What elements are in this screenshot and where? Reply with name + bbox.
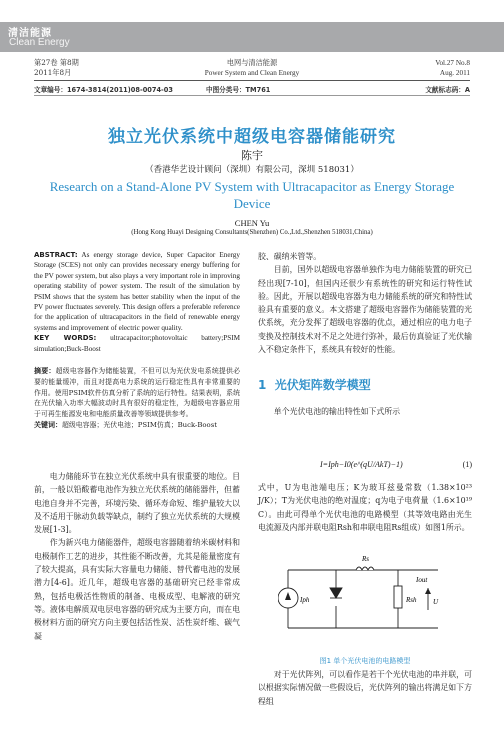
abstract-cn [34,366,240,431]
pv-cell-circuit-diagram [278,548,452,648]
equation-number: (1) [462,460,472,469]
equation-formula: I=Iph−I0(e^(qU/AkT)−1) [320,460,403,469]
body-right-eqdesc [258,481,472,534]
abstract-cn-label: 摘要： [34,367,56,375]
vol-no: Vol.27 No.8 [435,59,470,67]
label-rs: Rs [362,555,369,563]
section-title: 光伏矩阵数学模型 [274,378,371,392]
body-paragraph: 对于光伏阵列，可以看作是若干个光伏电池的串并联，可以根据实际情况做一些假设后，光伏阵列的输出将满足如下方程组 [258,670,472,706]
keywords-cn-text: 超级电容器；光伏电池；PSIM仿真；Buck-Boost [62,420,218,429]
journal-en: Power System and Clean Energy [204,69,300,77]
header-mid [0,58,504,78]
section-number: 1 [258,378,267,392]
date-en: Aug. 2011 [439,69,470,77]
label-rsh: Rsh [406,596,417,604]
keywords-en-text: ultracapacitor;photovoltaic battery;PSIM simulation;Buck-Boost [34,334,240,353]
body-right-bottom [258,668,472,708]
voltage-arrow-icon [425,588,431,594]
banner-cn-label: 清洁能源 [8,28,52,39]
date-cn: 2011年8月 [34,68,72,77]
abstract-en-label: ABSTRACT: [34,251,78,259]
equation-1 [258,458,472,472]
paper-title-en: Research on a Stand-Alone PV System with Ultracapacitor as Energy Storage Device [49,179,455,211]
keywords-en-label: KEY WORDS: [34,334,97,343]
body-paragraph: 电力储能环节在独立光伏系统中具有很重要的地位。目前，一般以铅酸蓄电池作为独立光伏系统的储能器件，但蓄电池自身并不完善，环境污染、循环寿命短、维护量较大以及不适用于脉动负载等缺点，制约了独立光伏系统的大规模发展[1-3]。 [34,472,240,535]
body-paragraph: 单个光伏电池的输出特性如下式所示 [273,407,401,416]
body-left [34,470,240,643]
body-paragraph: 目前，国外以超级电容器单独作为电力储能装置的研究已经出现[7-10]，但国内还很少有系统性的研究和运行特性试验。因此，开展以超级电容器为电力储能系统的研究和特性试验具有重要的意义。本文搭建了超级电容器作为储能装置的光伏系统，充分发挥了超级电容器的优点，通过相应的电力电子变换及控制技术对不足之处进行弥补，最后仿真验证了光伏输入不稳定条件下，系统具有较好的性能。 [258,265,472,355]
banner-en-label: Clean Energy [9,37,70,48]
meta-rule [34,95,470,96]
header-rule [34,80,470,81]
clc-number: 中图分类号：TM761 [206,86,271,94]
label-u: U [433,598,439,606]
author-cn: 陈宇 [241,149,263,162]
body-right-top [258,250,472,356]
section-heading [258,376,371,393]
abstract-en [34,250,240,354]
document-code: 文献标志码：A [425,86,470,94]
abstract-cn-text: 超级电容器作为储能装置，不但可以为光伏发电系统提供必要的能量缓冲，而且对提高电力系统的运行稳定性具有非常重要的作用。使用PSIM软件仿真分析了系统的运行特性。结果表明，系统在光伏输入功率大幅波动时具有很好的稳定性，为超级电容器应用于可再生能源发电和电能质量改善等领域提供参考。 [34,367,241,419]
abstract-en-text: As energy storage device, Super Capacitor Energy Storage (SCES) not only can provides necessary energy buffering for the PV power system, but also plays a very important role in improving operating stability of power system. The result of the simulation by PSIM shows that the system has better stability when the input of the PV power fluctuates severely. This design offers a preferable reference for the application of ultracapacitors in the field of renewable energy systems and improvement of electric power quality. [34,251,240,332]
keywords-cn-label: 关键词： [34,420,62,429]
article-number: 文章编号：1674-3814(2011)08-0074-03 [34,86,173,94]
label-iph: Iph [300,596,310,604]
figure-caption: 图1 单个光伏电池的电路模型 [319,657,411,665]
body-right-mid [258,405,472,418]
body-paragraph: 式中，U为电池端电压；K为玻耳兹曼常数（1.38×10²³ J/K）；T为光伏电池的绝对温度；q为电子电荷量（1.6×10¹⁹ C）。由此可得单个光伏电池的电路模型（其等效电路由光生电流源及内部并联电阻Rsh和串联电阻Rs组成）如图1所示。 [258,483,472,532]
issue-cn: 第27卷 第8期 [34,58,79,67]
body-paragraph: 作为新兴电力储能器件，超级电容器随着纳米碳材料和电极制作工艺的进步，其性能不断改善，尤其是能量密度有了较大提高，具有实际大容量电力储能、替代蓄电池的发展潜力[4-6]。近几年，超级电容器的基础研究已经非常成熟，包括电极活性物质的制备、电极成型、电解液的研究等。液体电解质双电层电容器的研究成为主要方向，而在电极材料方面的研究方向主要包括活性炭、活性炭纤维、碳气凝 [34,538,240,641]
paper-title-cn: 独立光伏系统中超级电容器储能研究 [108,127,396,147]
affiliation-en: (Hong Kong Huayi Designing Consultants(Shenzhen) Co.,Ltd.,Shenzhen 518031,China) [131,229,373,236]
author-en: CHEN Yu [234,218,270,228]
journal-cn: 电网与清洁能源 [226,58,278,67]
label-iout: Iout [416,576,428,584]
current-arrow-icon [285,592,291,600]
body-paragraph: 胶、碳纳米管等。 [258,252,322,261]
affiliation-cn: （香港华艺设计顾问（深圳）有限公司，深圳 518031） [145,165,359,175]
journal-banner [0,22,504,52]
header-right [435,58,470,78]
